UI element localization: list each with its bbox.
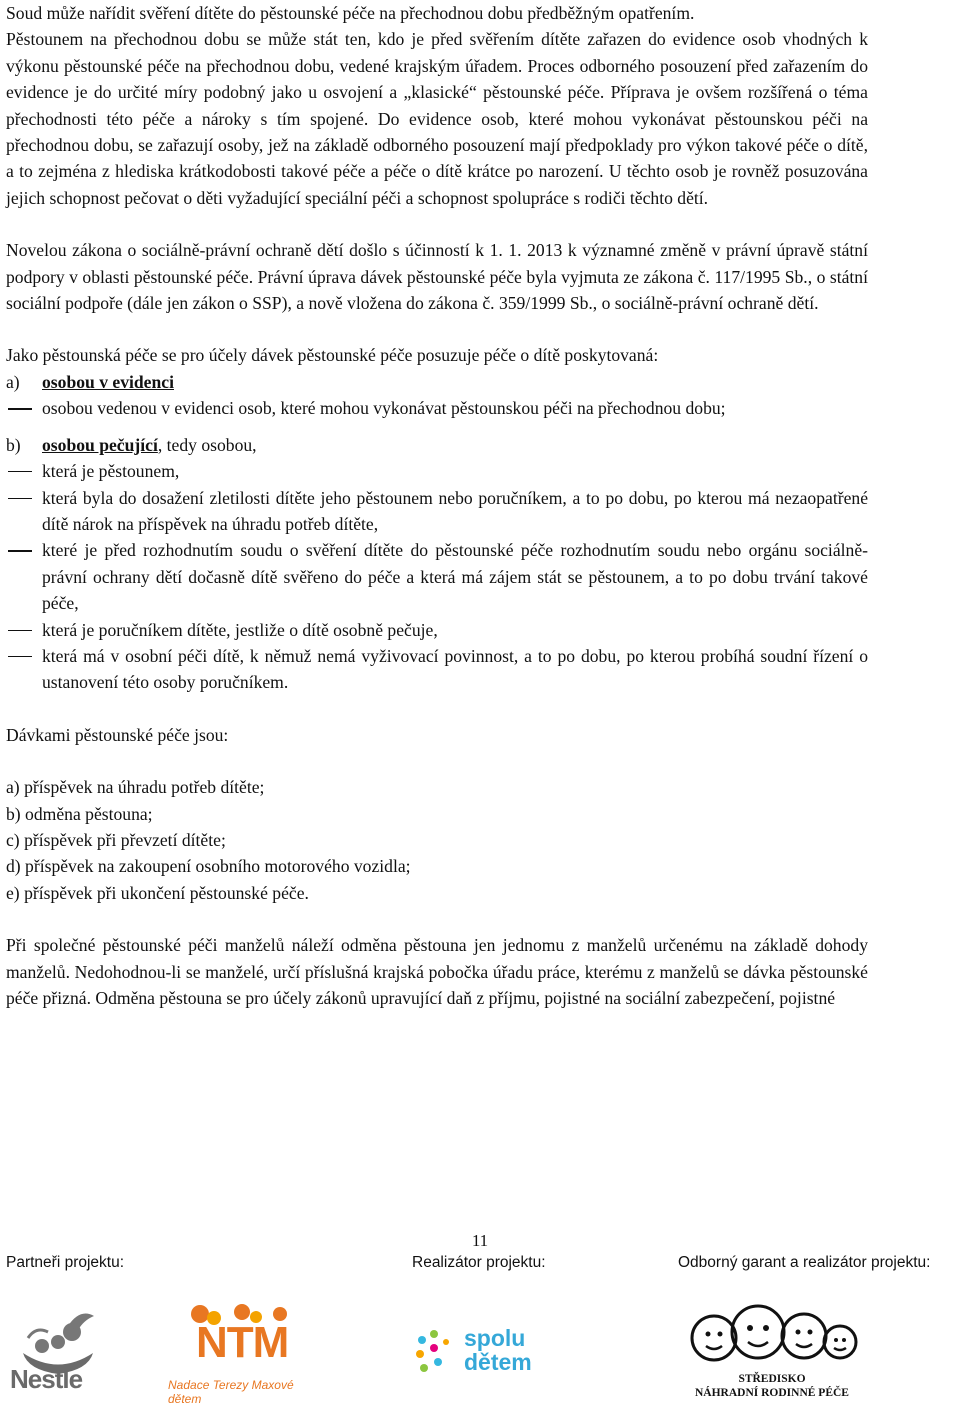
dash-icon [6, 395, 42, 421]
benefit-item: c) příspěvek při převzetí dítěte; [6, 829, 226, 850]
benefit-item: e) příspěvek při ukončení pěstounské péče. [6, 882, 309, 903]
list-label: osobou v evidenci [42, 371, 174, 392]
dash-text: osobou vedenou v evidenci osob, které mohou vykonávat pěstounskou péči na přechodnou dobu; [42, 398, 726, 419]
list-item-b [6, 432, 868, 458]
list-marker: b) [6, 434, 21, 455]
stredisko-logo [682, 1300, 862, 1404]
paragraph-benefits-intro: Dávkami pěstounské péče jsou: [6, 724, 229, 745]
stredisko-line-1: STŘEDISKO [738, 1373, 806, 1385]
benefit-item: a) příspěvek na úhradu potřeb dítěte; [6, 777, 265, 798]
dash-item [6, 643, 868, 696]
partners-label: Partneři projektu: [6, 1254, 125, 1271]
dash-text: která byla do dosažení zletilosti dítěte jeho pěstounem nebo poručníkem, a to po dobu, po kterou má nezaopatřené dítě nárok na příspěvek na úhradu potřeb dítěte, [42, 487, 868, 534]
dash-item [6, 458, 868, 484]
dash-text: která je poručníkem dítěte, jestliže o dítě osobně pečuje, [42, 619, 438, 640]
spolu-dots-icon [412, 1326, 462, 1382]
dash-text: která má v osobní péči dítě, k němuž nemá vyživovací povinnost, a to po dobu, po kterou probíhá soudní řízení o ustanovení této osoby poručníkem. [42, 645, 868, 693]
ntm-wordmark: NTM [196, 1318, 289, 1367]
benefit-item: d) příspěvek na zakoupení osobního motorového vozidla; [6, 856, 411, 877]
dash-item [6, 395, 868, 421]
spolu-word: spolu [464, 1325, 526, 1351]
document-body [6, 0, 868, 1011]
realizer-label: Realizátor projektu: [412, 1254, 546, 1271]
stredisko-faces-icon [682, 1300, 862, 1374]
detem-word: dětem [464, 1349, 532, 1375]
guarantor-label: Odborný garant a realizátor projektu: [678, 1254, 931, 1271]
benefit-item: b) odměna pěstouna; [6, 803, 153, 824]
list-marker: a) [6, 371, 20, 392]
paragraph-court-order: Soud může nařídit svěření dítěte do pěstounské péče na přechodnou dobu předběžným opatřením. [6, 3, 695, 23]
dash-icon [6, 643, 42, 696]
paragraph-temporary-foster: Pěstounem na přechodnou dobu se může stát ten, kdo je před svěřením dítěte zařazen do evidence osob vhodných k výkonu pěstounské péče na přechodnou dobu, vedené krajským úřadem. Proces odborného posouzení před zařazením do evidence je do určité míry podobný jako u osvojení a „klasické“ pěstounské péče. Příprava je ovšem rozšířená o téma přechodnosti této péče a nároky s tím spojené. Do evidence osob, které mohou vykonávat pěstounskou péči na přechodnou dobu, se zařazují osoby, jež na základě odborného posouzení mají předpoklady pro výkon takové péče o dítě, a to zejména z hlediska krátkodobosti takové péče a péče o dítě krátce po narození. U těchto osob je rovněž posuzována jejich schopnost pečovat o děti vyžadující speciální péči a schopnost spolupráce s rodiči těchto dětí. [6, 29, 868, 208]
dash-item [6, 617, 868, 643]
list-label-suffix: , tedy osobou, [157, 434, 257, 455]
nestle-wordmark: Nestle [10, 1364, 83, 1394]
ntm-logo [160, 1300, 330, 1406]
paragraph-joint-care: Při společné pěstounské péči manželů náleží odměna pěstouna jen jednomu z manželů určenému na základě dohody manželů. Nedohodnou-li se manželé, určí příslušná krajská pobočka úřadu práce, kterému z manželů se dávka pěstounské péče přizná. Odměna pěstouna se pro účely zákonů upravující daň z příjmu, pojistné na sociální zabezpečení, pojistné [6, 935, 868, 1008]
page-number: 11 [471, 1231, 489, 1250]
stredisko-line-2: NÁHRADNÍ RODINNÉ PÉČE [695, 1387, 849, 1399]
dash-icon [6, 485, 42, 538]
nestle-logo [8, 1298, 108, 1398]
list-label: osobou pečující [42, 434, 158, 455]
dash-item [6, 537, 868, 616]
dash-icon [6, 537, 42, 616]
dash-text: které je před rozhodnutím soudu o svěření dítěte do pěstounské péče rozhodnutím soudu nebo orgánu sociálně-právní ochrany dětí dočasně dítě svěřeno do péče a která má zájem stát se pěstounem, a to po dobu trvání takové péče, [42, 540, 868, 614]
dash-icon [6, 617, 42, 643]
paragraph-care-definition: Jako pěstounská péče se pro účely dávek pěstounské péče posuzuje péče o dítě poskytovaná: [6, 345, 659, 366]
ntm-subtitle: Nadace Terezy Maxové dětem [168, 1378, 294, 1406]
dash-text: která je pěstounem, [42, 461, 180, 482]
list-item-a [6, 369, 868, 395]
dash-icon [6, 458, 42, 484]
spolu-detem-logo [412, 1326, 572, 1386]
dash-item [6, 485, 868, 538]
paragraph-law-amendment: Novelou zákona o sociálně-právní ochraně dětí došlo s účinností k 1. 1. 2013 k významné změně v právní úpravě státní podpory v oblasti pěstounské péče. Právní úprava dávek pěstounské péče byla vyjmuta ze zákona č. 117/1995 Sb., o státní sociální podpoře (dále jen zákon o SSP), a nově vložena do zákona č. 359/1999 Sb., o sociálně-právní ochraně dětí. [6, 240, 868, 314]
